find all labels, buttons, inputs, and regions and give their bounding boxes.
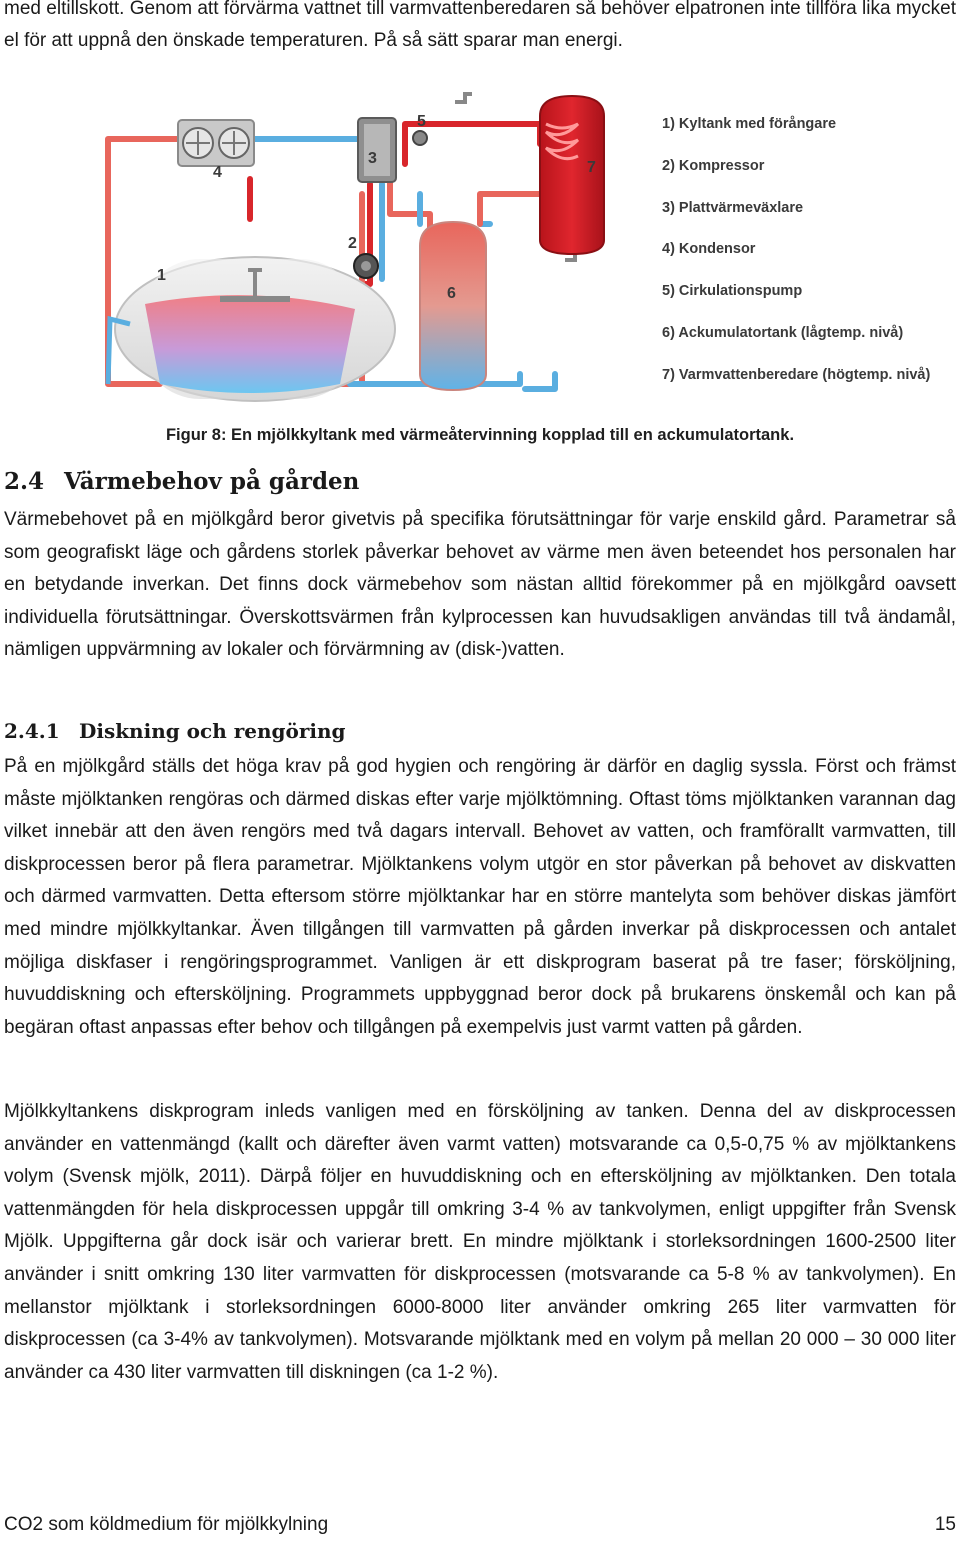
label-tank-1: 1	[157, 267, 166, 284]
intro-paragraph: med eltillskott. Genom att förvärma vattnet till varmvattenberedaren så behöver elpatronen inte tillföra lika mycket el för att uppnå den önskade temperaturen. På så sätt sparar man energi.	[4, 0, 956, 51]
subsection-title: Diskning och rengöring	[79, 719, 346, 743]
label-compressor-2: 2	[348, 235, 357, 252]
section-number: 2.4	[4, 468, 45, 495]
legend-item: 3) Plattvärmeväxlare	[662, 199, 804, 216]
section-2-4-1-paragraph-1: På en mjölkgård ställs det höga krav på god hygien och rengöring är därför en daglig syssla. Först och främst måste mjölktanken rengöras och därmed diskas efter varje mjölktömning. Oftast töms mjölktanken varannan dag vilket innebär att den även rengörs med två dagars intervall. Behovet av vatten, och framförallt varmvatten, till diskprocessen beror på flera parametrar. Mjölktankens volym utgör en stor påverkan på behovet av diskvatten och därmed varmvatten. Detta eftersom större mjölktankar har en större mantelyta som behöver diskas jämfört med mindre mjölkkyltankar. Även tillgången till varmvatten på gården inverkar på diskprocessen och antalet möjliga diskfaser i rengöringsprogrammet. Vanligen är ett diskprogram baserat på tre faser; försköljning, huvuddiskning och eftersköljning. Programmets uppbyggnad beror dock på brukarens önskemål och kan på begäran oftast anpassas efter behov och tillgången på exempelvis just varmt vatten på gården.	[4, 756, 956, 1038]
legend-item: 6) Ackumulatortank (lågtemp. nivå)	[662, 324, 904, 341]
legend-item: 7) Varmvattenberedare (högtemp. nivå)	[662, 366, 931, 383]
section-2-4-paragraph: Värmebehovet på en mjölkgård beror givetvis på specifika förutsättningar för varje enskild gård. Parametrar så som geografiskt läge och gårdens storlek påverkar behovet av värme men även beteendet hos personalen har en betydande inverkan. Det finns dock värmebehov som nästan alltid förekommer på en mjölkgård oavsett individuella förutsättningar. Överskottsvärmen från kylprocessen kan huvudsakligen användas till två ändamål, nämligen uppvärmning av lokaler och förvärmning av (disk-)vatten.	[4, 509, 956, 661]
page-number: 15	[934, 1514, 956, 1535]
legend-item: 5) Cirkulationspump	[662, 283, 803, 300]
plate-heat-exchanger	[358, 118, 396, 182]
label-pump-5: 5	[417, 113, 426, 130]
legend-item: 4) Kondensor	[662, 241, 756, 258]
label-heater-7: 7	[587, 159, 596, 176]
section-heading-2-4	[4, 468, 359, 495]
section-2-4-1-paragraph-2: Mjölkkyltankens diskprogram inleds vanligen med en försköljning av tanken. Denna del av diskprocessen använder en vattenmängd (kallt och därefter även varmt vatten) motsvarande ca 0,5-0,75 % av mjölktankens volym (Svensk mjölk, 2011). Därpå följer en huvuddiskning och en eftersköljning av mjölktanken. Den totala vattenmängden för hela diskprocessen uppgår till omkring 3-4 % av tankvolymen, enligt uppgifter från Svensk Mjölk. Uppgifterna går dock isär och varierar brett. En mindre mjölktank i storleksordningen 1600-2500 liter använder i snitt omkring 130 liter varmvatten för diskprocessen (motsvarande ca 5-8 % av tankvolymen). En mellanstor mjölktank i storleksordningen 6000-8000 liter använder omkring 265 liter varmvatten för diskprocessen (ca 3-4% av tankvolymen). Motsvarande mjölktank med en volym på mellan 20 000 – 30 000 liter använder ca 430 liter varmvatten till diskningen (ca 1-2 %).	[4, 1101, 956, 1383]
subsection-number: 2.4.1	[4, 719, 60, 743]
label-condenser-4: 4	[213, 164, 222, 181]
condenser	[178, 120, 254, 166]
label-exchanger-3: 3	[368, 150, 377, 167]
legend-item: 2) Kompressor	[662, 157, 765, 174]
milk-cooling-tank	[108, 257, 395, 401]
footer-title: CO2 som köldmedium för mjölkkylning	[4, 1514, 329, 1535]
section-title: Värmebehov på gården	[64, 468, 360, 495]
compressor	[354, 254, 378, 278]
section-heading-2-4-1	[4, 719, 346, 743]
legend-item: 1) Kyltank med förångare	[662, 116, 837, 132]
label-accumulator-6: 6	[447, 285, 456, 302]
figure-caption: Figur 8: En mjölkkyltank med värmeåtervinning kopplad till en ackumulatortank.	[165, 426, 795, 444]
accumulator-tank	[420, 222, 486, 390]
figure-legend	[662, 104, 960, 397]
